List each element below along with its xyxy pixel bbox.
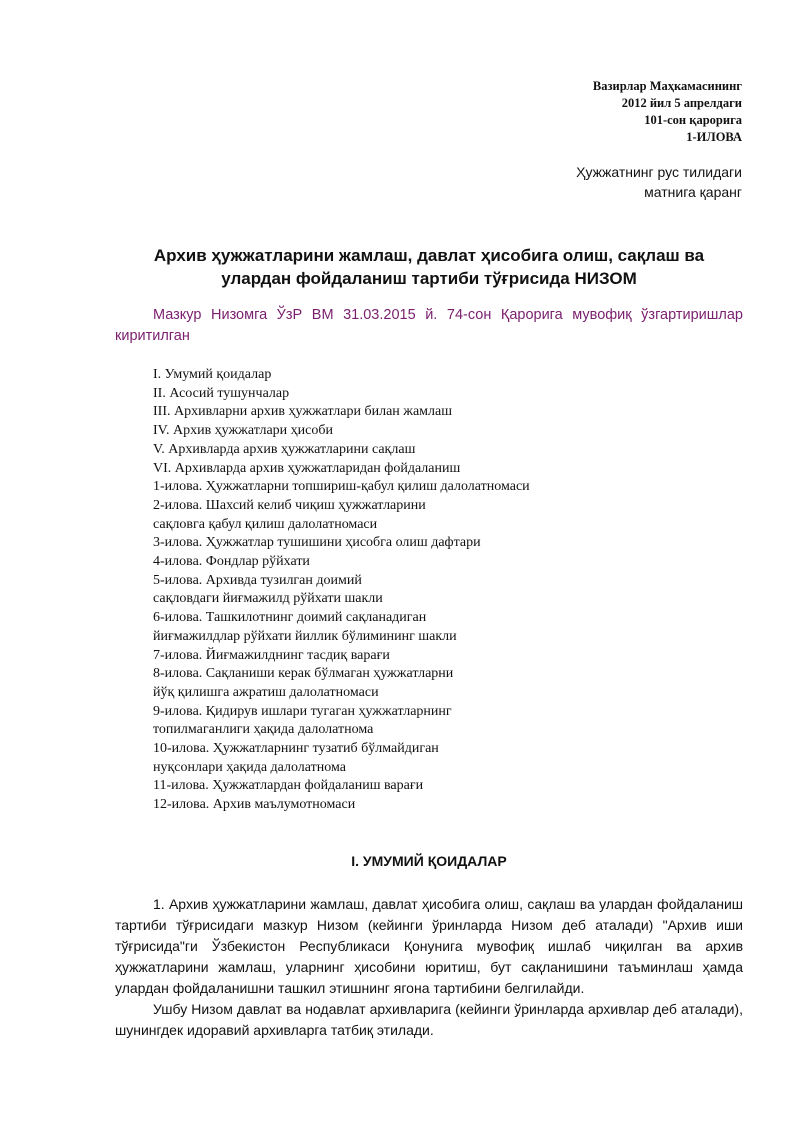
- toc-item: 4-илова. Фондлар рўйхати: [153, 554, 310, 570]
- paragraph: 1. Архив ҳужжатларини жамлаш, давлат ҳисобига олиш, сақлаш ва улардан фойдаланиш тартиби тўғрисидаги мазкур Низом (кейинги ўринларда Низом деб аталади) "Архив иши тўғрисида"ги Ўзбекистон Республикаси Қонунига мувофиқ ишлаб чиқилган ва архив ҳужжатларини жамлаш, уларнинг ҳисобини юритиш, бут сақланишини таъминлаш ҳамда улардан фойдаланишни ташкил этишнинг ягона тартибини белгилайди.: [115, 896, 743, 996]
- approval-line: 2012 йил 5 апрелдаги: [621, 96, 742, 110]
- toc-item: III. Архивларни архив ҳужжатлари билан жамлаш: [153, 404, 453, 420]
- toc-item: 6-илова. Ташкилотнинг доимий сақланадиган: [153, 610, 427, 626]
- approval-line: 1-ИЛОВА: [686, 130, 742, 144]
- toc-item: IV. Архив ҳужжатлари ҳисоби: [153, 423, 333, 439]
- toc-item: 5-илова. Архивда тузилган доимий: [153, 572, 362, 588]
- title-line-2: улардан фойдаланиш тартиби тўғрисида НИЗОМ: [221, 269, 637, 288]
- toc-item: II. Асосий тушунчалар: [153, 385, 290, 401]
- toc-item: сақловдаги йиғмажилд рўйхати шакли: [153, 591, 383, 607]
- toc-item: 3-илова. Ҳужжатлар тушишини ҳисобга олиш дафтари: [153, 535, 481, 551]
- russian-note-line: Ҳужжатнинг рус тилидаги: [576, 164, 742, 180]
- toc-item: VI. Архивларда архив ҳужжатларидан фойдаланиш: [153, 460, 461, 476]
- toc-item: I. Умумий қоидалар: [153, 367, 272, 382]
- toc-item: 12-илова. Архив маълумотномаси: [153, 797, 356, 813]
- toc-item: 9-илова. Қидирув ишлари тугаган ҳужжатларнинг: [153, 703, 452, 719]
- toc-item: 11-илова. Ҳужжатлардан фойдаланиш варағи: [153, 778, 424, 794]
- approval-stamp: [593, 78, 742, 146]
- title-line-1: Архив ҳужжатларини жамлаш, давлат ҳисобига олиш, сақлаш ва: [153, 246, 705, 265]
- russian-version-note: [576, 162, 742, 202]
- toc-item: йиғмажилдлар рўйхати йиллик бўлимининг шакли: [153, 628, 457, 644]
- toc-item: сақловга қабул қилиш далолатномаси: [153, 516, 378, 532]
- toc-item: V. Архивларда архив ҳужжатларини сақлаш: [153, 441, 416, 457]
- toc-item: 10-илова. Ҳужжатларнинг тузатиб бўлмайдиган: [153, 741, 439, 757]
- toc-item: нуқсонлари ҳақида далолатнома: [153, 759, 346, 775]
- toc-item: 2-илова. Шахсий келиб чиқиш ҳужжатларини: [153, 497, 426, 513]
- section-heading: I. УМУМИЙ ҚОИДАЛАР: [351, 853, 507, 869]
- toc-item: 7-илова. Йиғмажилднинг тасдиқ варағи: [153, 647, 390, 663]
- approval-line: Вазирлар Маҳкамасининг: [592, 79, 742, 93]
- table-of-contents: [153, 366, 713, 815]
- toc-item: 8-илова. Сақланиши керак бўлмаган ҳужжатларни: [153, 666, 454, 682]
- toc-item: 1-илова. Ҳужжатларни топшириш-қабул қилиш далолатномаси: [153, 479, 530, 495]
- amendment-note: Мазкур Низомга ЎзР ВМ 31.03.2015 й. 74-сон Қарорига мувофиқ ўзгартиришлар киритилган: [115, 307, 743, 344]
- toc-item: йўқ қилишга ажратиш далолатномаси: [153, 684, 379, 700]
- toc-item: топилмаганлиги ҳақида далолатнома: [153, 722, 374, 738]
- section-body: [115, 894, 743, 1041]
- paragraph: Ушбу Низом давлат ва нодавлат архивларига (кейинги ўринларда архивлар деб аталади), шунингдек идоравий архивларга татбиқ этилади.: [115, 1001, 743, 1038]
- russian-note-line: матнига қаранг: [644, 184, 742, 200]
- document-title: [115, 244, 743, 290]
- approval-line: 101-сон қарорига: [644, 113, 742, 127]
